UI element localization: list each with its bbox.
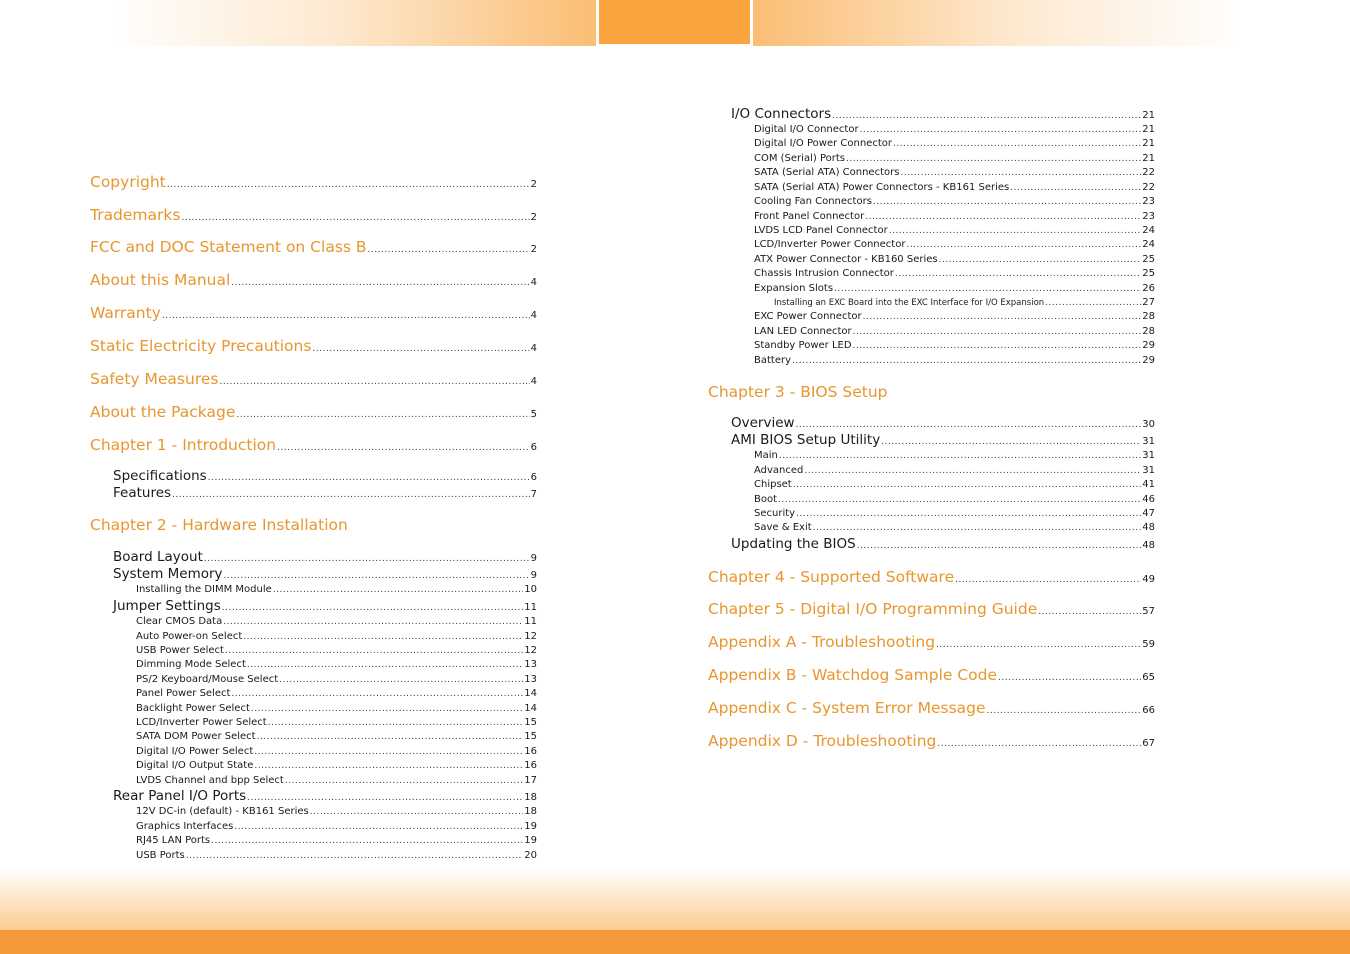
header-gradient-left xyxy=(118,0,596,46)
toc-entry-about-manual[interactable] xyxy=(90,271,537,289)
toc-page: 27 xyxy=(1142,297,1155,308)
toc-page: 10 xyxy=(524,584,537,595)
toc-title: Appendix B - Watchdog Sample Code xyxy=(708,666,998,684)
toc-title: Chapter 1 - Introduction xyxy=(90,436,277,454)
toc-entry-save-exit[interactable] xyxy=(754,522,1155,533)
toc-entry-chapter-1[interactable] xyxy=(90,436,537,454)
toc-title: Safety Measures xyxy=(90,370,219,388)
toc-title: Updating the BIOS xyxy=(731,536,856,552)
toc-page: 49 xyxy=(1142,574,1155,585)
toc-entry-usb-power[interactable] xyxy=(136,645,537,656)
toc-page: 19 xyxy=(524,821,537,832)
toc-title: LCD/Inverter Power Select xyxy=(136,717,267,728)
toc-title: Overview xyxy=(731,415,795,431)
toc-entry-chapter-5[interactable] xyxy=(708,600,1155,618)
toc-title: LCD/Inverter Power Connector xyxy=(754,239,906,250)
toc-title: Cooling Fan Connectors xyxy=(754,196,872,207)
toc-entry-usb-ports[interactable] xyxy=(136,850,537,861)
toc-title: Dimming Mode Select xyxy=(136,659,246,670)
toc-entry-dio-connector[interactable] xyxy=(754,124,1155,135)
toc-entry-sata-connectors[interactable] xyxy=(754,167,1155,178)
toc-title: ATX Power Connector - KB160 Series xyxy=(754,254,938,265)
toc-entry-boot[interactable] xyxy=(754,494,1155,505)
toc-page: 66 xyxy=(1142,705,1155,716)
toc-title: Copyright xyxy=(90,173,166,191)
toc-title: Backlight Power Select xyxy=(136,703,250,714)
toc-title: FCC and DOC Statement on Class B xyxy=(90,238,367,256)
toc-entry-board-layout[interactable] xyxy=(113,549,537,565)
toc-page: 16 xyxy=(524,760,537,771)
toc-title: SATA (Serial ATA) Power Connectors - KB161 Series xyxy=(754,182,1010,193)
toc-page: 6 xyxy=(530,442,537,453)
toc-entry-graphics-interfaces[interactable] xyxy=(136,821,537,832)
toc-title: SATA DOM Power Select xyxy=(136,731,256,742)
toc-page: 59 xyxy=(1142,639,1155,650)
toc-entry-clear-cmos[interactable] xyxy=(136,616,537,627)
toc-page: 21 xyxy=(1142,110,1155,121)
toc-title: Jumper Settings xyxy=(113,598,221,614)
toc-title: Standby Power LED xyxy=(754,340,852,351)
toc-page: 2 xyxy=(530,179,537,190)
toc-page: 29 xyxy=(1142,355,1155,366)
toc-page: 46 xyxy=(1142,494,1155,505)
toc-page: 41 xyxy=(1142,479,1155,490)
toc-title: Digital I/O Output State xyxy=(136,760,254,771)
toc-entry-appendix-c[interactable] xyxy=(708,699,1155,717)
toc-title: USB Power Select xyxy=(136,645,224,656)
toc-page: 16 xyxy=(524,746,537,757)
toc-page: 12 xyxy=(524,645,537,656)
toc-entry-exc-power[interactable] xyxy=(754,311,1155,322)
toc-title: About the Package xyxy=(90,403,236,421)
toc-entry-dio-power-connector[interactable] xyxy=(754,138,1155,149)
toc-page: 2 xyxy=(530,244,537,255)
toc-entry-updating-bios[interactable] xyxy=(731,536,1155,552)
toc-entry-chassis-intrusion[interactable] xyxy=(754,268,1155,279)
toc-entry-overview[interactable] xyxy=(731,415,1155,431)
header-gradient-right xyxy=(753,0,1233,46)
toc-page: 19 xyxy=(524,835,537,846)
toc-title: Chapter 4 - Supported Software xyxy=(708,568,955,586)
toc-page: 21 xyxy=(1142,153,1155,164)
toc-page: 65 xyxy=(1142,672,1155,683)
toc-entry-specifications[interactable] xyxy=(113,468,537,484)
toc-title: Installing an EXC Board into the EXC Interface for I/O Expansion xyxy=(774,298,1045,308)
toc-entry-lvds-channel[interactable] xyxy=(136,775,537,786)
toc-title: Main xyxy=(754,450,778,461)
toc-entry-trademarks[interactable] xyxy=(90,206,537,224)
toc-title: USB Ports xyxy=(136,850,185,861)
toc-title: LAN LED Connector xyxy=(754,326,852,337)
toc-title: Appendix C - System Error Message xyxy=(708,699,986,717)
toc-title: Expansion Slots xyxy=(754,283,834,294)
toc-page: 13 xyxy=(524,659,537,670)
toc-page: 48 xyxy=(1142,522,1155,533)
toc-page: 12 xyxy=(524,631,537,642)
toc-entry-static-electricity[interactable] xyxy=(90,337,537,355)
toc-title: Chassis Intrusion Connector xyxy=(754,268,894,279)
toc-page: 9 xyxy=(530,570,537,581)
toc-title: EXC Power Connector xyxy=(754,311,862,322)
toc-page: 18 xyxy=(524,792,537,803)
toc-page: 31 xyxy=(1142,436,1155,447)
toc-page: 22 xyxy=(1142,167,1155,178)
toc-entry-jumper-settings[interactable] xyxy=(113,598,537,614)
toc-title: Features xyxy=(113,485,172,501)
toc-title: Auto Power-on Select xyxy=(136,631,243,642)
toc-page: 17 xyxy=(524,775,537,786)
toc-entry-appendix-d[interactable] xyxy=(708,732,1155,750)
toc-title: About this Manual xyxy=(90,271,231,289)
toc-entry-front-panel[interactable] xyxy=(754,211,1155,222)
toc-entry-lcd-inverter-connector[interactable] xyxy=(754,239,1155,250)
toc-title: Digital I/O Power Select xyxy=(136,746,254,757)
toc-title: Panel Power Select xyxy=(136,688,231,699)
toc-entry-fcc[interactable] xyxy=(90,238,537,256)
toc-entry-installing-exc[interactable] xyxy=(774,297,1155,308)
toc-page: 21 xyxy=(1142,124,1155,135)
toc-title: Trademarks xyxy=(90,206,181,224)
toc-page: 24 xyxy=(1142,239,1155,250)
toc-title: Digital I/O Power Connector xyxy=(754,138,892,149)
footer-gradient xyxy=(0,868,1350,930)
toc-page: 57 xyxy=(1142,606,1155,617)
toc-title: Warranty xyxy=(90,304,161,322)
toc-entry-appendix-a[interactable] xyxy=(708,633,1155,651)
toc-page: 14 xyxy=(524,703,537,714)
toc-title: Chapter 5 - Digital I/O Programming Guide xyxy=(708,600,1038,618)
toc-title: Installing the DIMM Module xyxy=(136,584,272,595)
toc-page: 5 xyxy=(530,409,537,420)
toc-entry-dimming-mode[interactable] xyxy=(136,659,537,670)
toc-entry-about-package[interactable] xyxy=(90,403,537,421)
toc-entry-atx-power[interactable] xyxy=(754,254,1155,265)
toc-title: Graphics Interfaces xyxy=(136,821,234,832)
toc-entry-panel-power[interactable] xyxy=(136,688,537,699)
toc-title: AMI BIOS Setup Utility xyxy=(731,432,881,448)
toc-entry-sata-dom-power[interactable] xyxy=(136,731,537,742)
toc-page: 48 xyxy=(1142,540,1155,551)
toc-page: 18 xyxy=(524,806,537,817)
toc-page: 15 xyxy=(524,731,537,742)
toc-page: 30 xyxy=(1142,419,1155,430)
toc-title: Appendix A - Troubleshooting xyxy=(708,633,936,651)
toc-title: SATA (Serial ATA) Connectors xyxy=(754,167,900,178)
toc-page: 15 xyxy=(524,717,537,728)
toc-page: 2 xyxy=(530,212,537,223)
toc-page: 13 xyxy=(524,674,537,685)
toc-entry-dc-in[interactable] xyxy=(136,806,537,817)
header-tab xyxy=(599,0,750,44)
toc-page: 31 xyxy=(1142,450,1155,461)
toc-entry-io-connectors[interactable] xyxy=(731,106,1155,122)
toc-title: Boot xyxy=(754,494,778,505)
toc-page: 24 xyxy=(1142,225,1155,236)
toc-title: System Memory xyxy=(113,566,223,582)
toc-page: 23 xyxy=(1142,196,1155,207)
toc-page: 11 xyxy=(524,616,537,627)
toc-title: Battery xyxy=(754,355,792,366)
toc-page: 29 xyxy=(1142,340,1155,351)
toc-entry-installing-dimm[interactable] xyxy=(136,584,537,595)
toc-entry-advanced[interactable] xyxy=(754,465,1155,476)
toc-entry-chapter-4[interactable] xyxy=(708,568,1155,586)
toc-title: Advanced xyxy=(754,465,804,476)
toc-title: Specifications xyxy=(113,468,207,484)
chapter-2-heading[interactable]: Chapter 2 - Hardware Installation xyxy=(90,516,348,534)
toc-title: Rear Panel I/O Ports xyxy=(113,788,247,804)
toc-entry-ami-bios[interactable] xyxy=(731,432,1155,448)
toc-entry-lan-led[interactable] xyxy=(754,326,1155,337)
toc-page: 28 xyxy=(1142,326,1155,337)
toc-title: Digital I/O Connector xyxy=(754,124,859,135)
toc-entry-lcd-inverter-power[interactable] xyxy=(136,717,537,728)
toc-title: Save & Exit xyxy=(754,522,812,533)
toc-entry-dio-output-state[interactable] xyxy=(136,760,537,771)
toc-entry-security[interactable] xyxy=(754,508,1155,519)
toc-title: Security xyxy=(754,508,796,519)
toc-title: LVDS Channel and bpp Select xyxy=(136,775,284,786)
toc-entry-copyright[interactable] xyxy=(90,173,537,191)
toc-title: RJ45 LAN Ports xyxy=(136,835,211,846)
toc-entry-appendix-b[interactable] xyxy=(708,666,1155,684)
toc-entry-auto-power-on[interactable] xyxy=(136,631,537,642)
toc-title: Board Layout xyxy=(113,549,203,565)
toc-title: Clear CMOS Data xyxy=(136,616,223,627)
toc-entry-system-memory[interactable] xyxy=(113,566,537,582)
toc-title: Static Electricity Precautions xyxy=(90,337,312,355)
toc-page: 14 xyxy=(524,688,537,699)
toc-title: I/O Connectors xyxy=(731,106,832,122)
toc-page: 7 xyxy=(530,489,537,500)
toc-entry-com-ports[interactable] xyxy=(754,153,1155,164)
toc-entry-backlight-power[interactable] xyxy=(136,703,537,714)
toc-entry-main[interactable] xyxy=(754,450,1155,461)
toc-page: 11 xyxy=(524,602,537,613)
toc-entry-rear-panel[interactable] xyxy=(113,788,537,804)
toc-entry-expansion-slots[interactable] xyxy=(754,283,1155,294)
toc-entry-dio-power-select[interactable] xyxy=(136,746,537,757)
toc-entry-features[interactable] xyxy=(113,485,537,501)
toc-title: Chipset xyxy=(754,479,792,490)
toc-page: 67 xyxy=(1142,738,1155,749)
toc-entry-sata-power-connectors[interactable] xyxy=(754,182,1155,193)
toc-title: LVDS LCD Panel Connector xyxy=(754,225,888,236)
toc-entry-lvds-lcd[interactable] xyxy=(754,225,1155,236)
toc-title: PS/2 Keyboard/Mouse Select xyxy=(136,674,279,685)
toc-page: 4 xyxy=(530,277,537,288)
toc-page: 25 xyxy=(1142,268,1155,279)
toc-entry-cooling-fan[interactable] xyxy=(754,196,1155,207)
toc-page: 4 xyxy=(530,376,537,387)
toc-page: 9 xyxy=(530,553,537,564)
toc-title: Front Panel Connector xyxy=(754,211,865,222)
toc-title: COM (Serial) Ports xyxy=(754,153,845,164)
toc-page: 47 xyxy=(1142,508,1155,519)
toc-page: 21 xyxy=(1142,138,1155,149)
toc-page: 31 xyxy=(1142,465,1155,476)
toc-page: 4 xyxy=(530,343,537,354)
toc-page: 25 xyxy=(1142,254,1155,265)
toc-page: 20 xyxy=(524,850,537,861)
toc-page: 6 xyxy=(530,472,537,483)
toc-entry-warranty[interactable] xyxy=(90,304,537,322)
toc-title: Appendix D - Troubleshooting xyxy=(708,732,937,750)
toc-page: 22 xyxy=(1142,182,1155,193)
toc-page: 28 xyxy=(1142,311,1155,322)
toc-entry-safety-measures[interactable] xyxy=(90,370,537,388)
toc-title: 12V DC-in (default) - KB161 Series xyxy=(136,806,309,817)
toc-page: 4 xyxy=(530,310,537,321)
toc-entry-standby-led[interactable] xyxy=(754,340,1155,351)
toc-page: 26 xyxy=(1142,283,1155,294)
toc-entry-rj45-lan[interactable] xyxy=(136,835,537,846)
chapter-3-heading[interactable]: Chapter 3 - BIOS Setup xyxy=(708,383,888,401)
toc-entry-battery[interactable] xyxy=(754,355,1155,366)
toc-entry-chipset[interactable] xyxy=(754,479,1155,490)
footer-bar xyxy=(0,930,1350,954)
toc-page: 23 xyxy=(1142,211,1155,222)
toc-entry-ps2-select[interactable] xyxy=(136,674,537,685)
